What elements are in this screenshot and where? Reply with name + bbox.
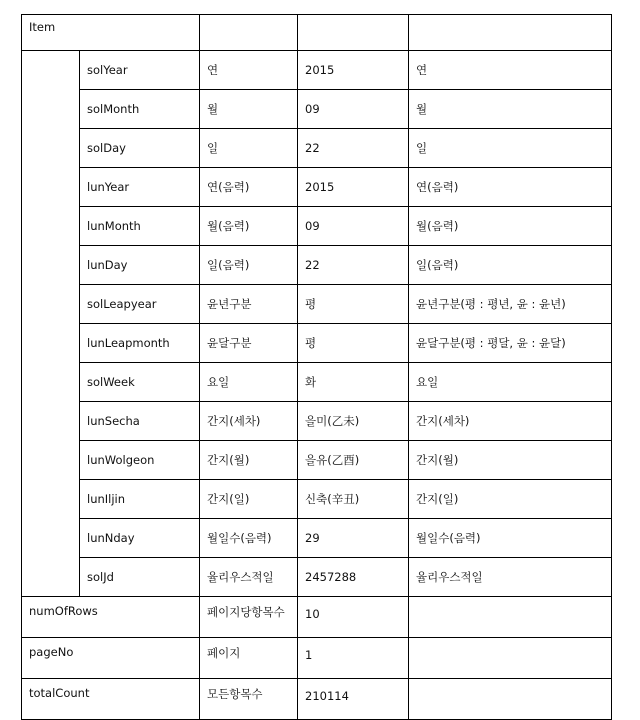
footer-cell-empty [409, 597, 612, 638]
item-name: solWeek [80, 363, 200, 402]
footer-value: 10 [298, 597, 409, 638]
footer-name: totalCount [22, 679, 200, 720]
item-description: 월 [200, 90, 298, 129]
item-sample-value: 29 [298, 519, 409, 558]
footer-cell-empty [409, 679, 612, 720]
item-row [22, 519, 612, 558]
item-sample-value: 09 [298, 90, 409, 129]
item-row [22, 363, 612, 402]
item-note: 월 [409, 90, 612, 129]
footer-value: 1 [298, 638, 409, 679]
item-name: lunWolgeon [80, 441, 200, 480]
item-note: 일 [409, 129, 612, 168]
item-note: 윤년구분(평 : 평년, 윤 : 윤년) [409, 285, 612, 324]
item-description: 일 [200, 129, 298, 168]
item-sample-value: 09 [298, 207, 409, 246]
item-note: 월일수(음력) [409, 519, 612, 558]
header-cell-empty [298, 15, 409, 51]
table-body [22, 15, 612, 720]
item-description: 간지(일) [200, 480, 298, 519]
item-row [22, 207, 612, 246]
footer-row [22, 638, 612, 679]
item-sample-value: 22 [298, 129, 409, 168]
item-note: 간지(일) [409, 480, 612, 519]
item-description: 율리우스적일 [200, 558, 298, 597]
item-name: lunSecha [80, 402, 200, 441]
item-note: 간지(세차) [409, 402, 612, 441]
item-indent-cell [22, 51, 80, 597]
api-response-table [21, 14, 612, 720]
item-row [22, 558, 612, 597]
item-description: 간지(세차) [200, 402, 298, 441]
item-note: 연 [409, 51, 612, 90]
item-note: 윤달구분(평 : 평달, 윤 : 윤달) [409, 324, 612, 363]
item-name: solYear [80, 51, 200, 90]
header-row [22, 15, 612, 51]
header-cell-empty [200, 15, 298, 51]
item-sample-value: 을유(乙酉) [298, 441, 409, 480]
item-description: 연 [200, 51, 298, 90]
item-row [22, 246, 612, 285]
footer-row [22, 679, 612, 720]
item-note: 월(음력) [409, 207, 612, 246]
item-row [22, 90, 612, 129]
footer-name: pageNo [22, 638, 200, 679]
item-row [22, 324, 612, 363]
item-note: 요일 [409, 363, 612, 402]
item-description: 연(음력) [200, 168, 298, 207]
item-name: solMonth [80, 90, 200, 129]
item-sample-value: 신축(辛丑) [298, 480, 409, 519]
item-sample-value: 2015 [298, 168, 409, 207]
item-sample-value: 2015 [298, 51, 409, 90]
item-sample-value: 평 [298, 285, 409, 324]
item-sample-value: 화 [298, 363, 409, 402]
item-sample-value: 2457288 [298, 558, 409, 597]
item-description: 월(음력) [200, 207, 298, 246]
item-name: solJd [80, 558, 200, 597]
item-row [22, 480, 612, 519]
item-note: 일(음력) [409, 246, 612, 285]
item-description: 일(음력) [200, 246, 298, 285]
item-row [22, 51, 612, 90]
item-name: lunIljin [80, 480, 200, 519]
item-name: solDay [80, 129, 200, 168]
item-description: 윤달구분 [200, 324, 298, 363]
item-name: lunMonth [80, 207, 200, 246]
item-header-label: Item [22, 15, 200, 51]
item-note: 연(음력) [409, 168, 612, 207]
footer-description: 페이지 [200, 638, 298, 679]
footer-description: 모든항목수 [200, 679, 298, 720]
item-row [22, 441, 612, 480]
header-cell-empty [409, 15, 612, 51]
item-name: lunYear [80, 168, 200, 207]
item-row [22, 129, 612, 168]
item-row [22, 285, 612, 324]
item-name: solLeapyear [80, 285, 200, 324]
footer-value: 210114 [298, 679, 409, 720]
item-description: 요일 [200, 363, 298, 402]
footer-description: 페이지당항목수 [200, 597, 298, 638]
item-description: 윤년구분 [200, 285, 298, 324]
item-note: 간지(월) [409, 441, 612, 480]
item-name: lunLeapmonth [80, 324, 200, 363]
footer-row [22, 597, 612, 638]
item-description: 간지(월) [200, 441, 298, 480]
item-name: lunNday [80, 519, 200, 558]
item-sample-value: 22 [298, 246, 409, 285]
item-row [22, 402, 612, 441]
item-sample-value: 을미(乙未) [298, 402, 409, 441]
item-row [22, 168, 612, 207]
footer-name: numOfRows [22, 597, 200, 638]
footer-cell-empty [409, 638, 612, 679]
item-name: lunDay [80, 246, 200, 285]
item-sample-value: 평 [298, 324, 409, 363]
item-description: 월일수(음력) [200, 519, 298, 558]
item-note: 율리우스적일 [409, 558, 612, 597]
